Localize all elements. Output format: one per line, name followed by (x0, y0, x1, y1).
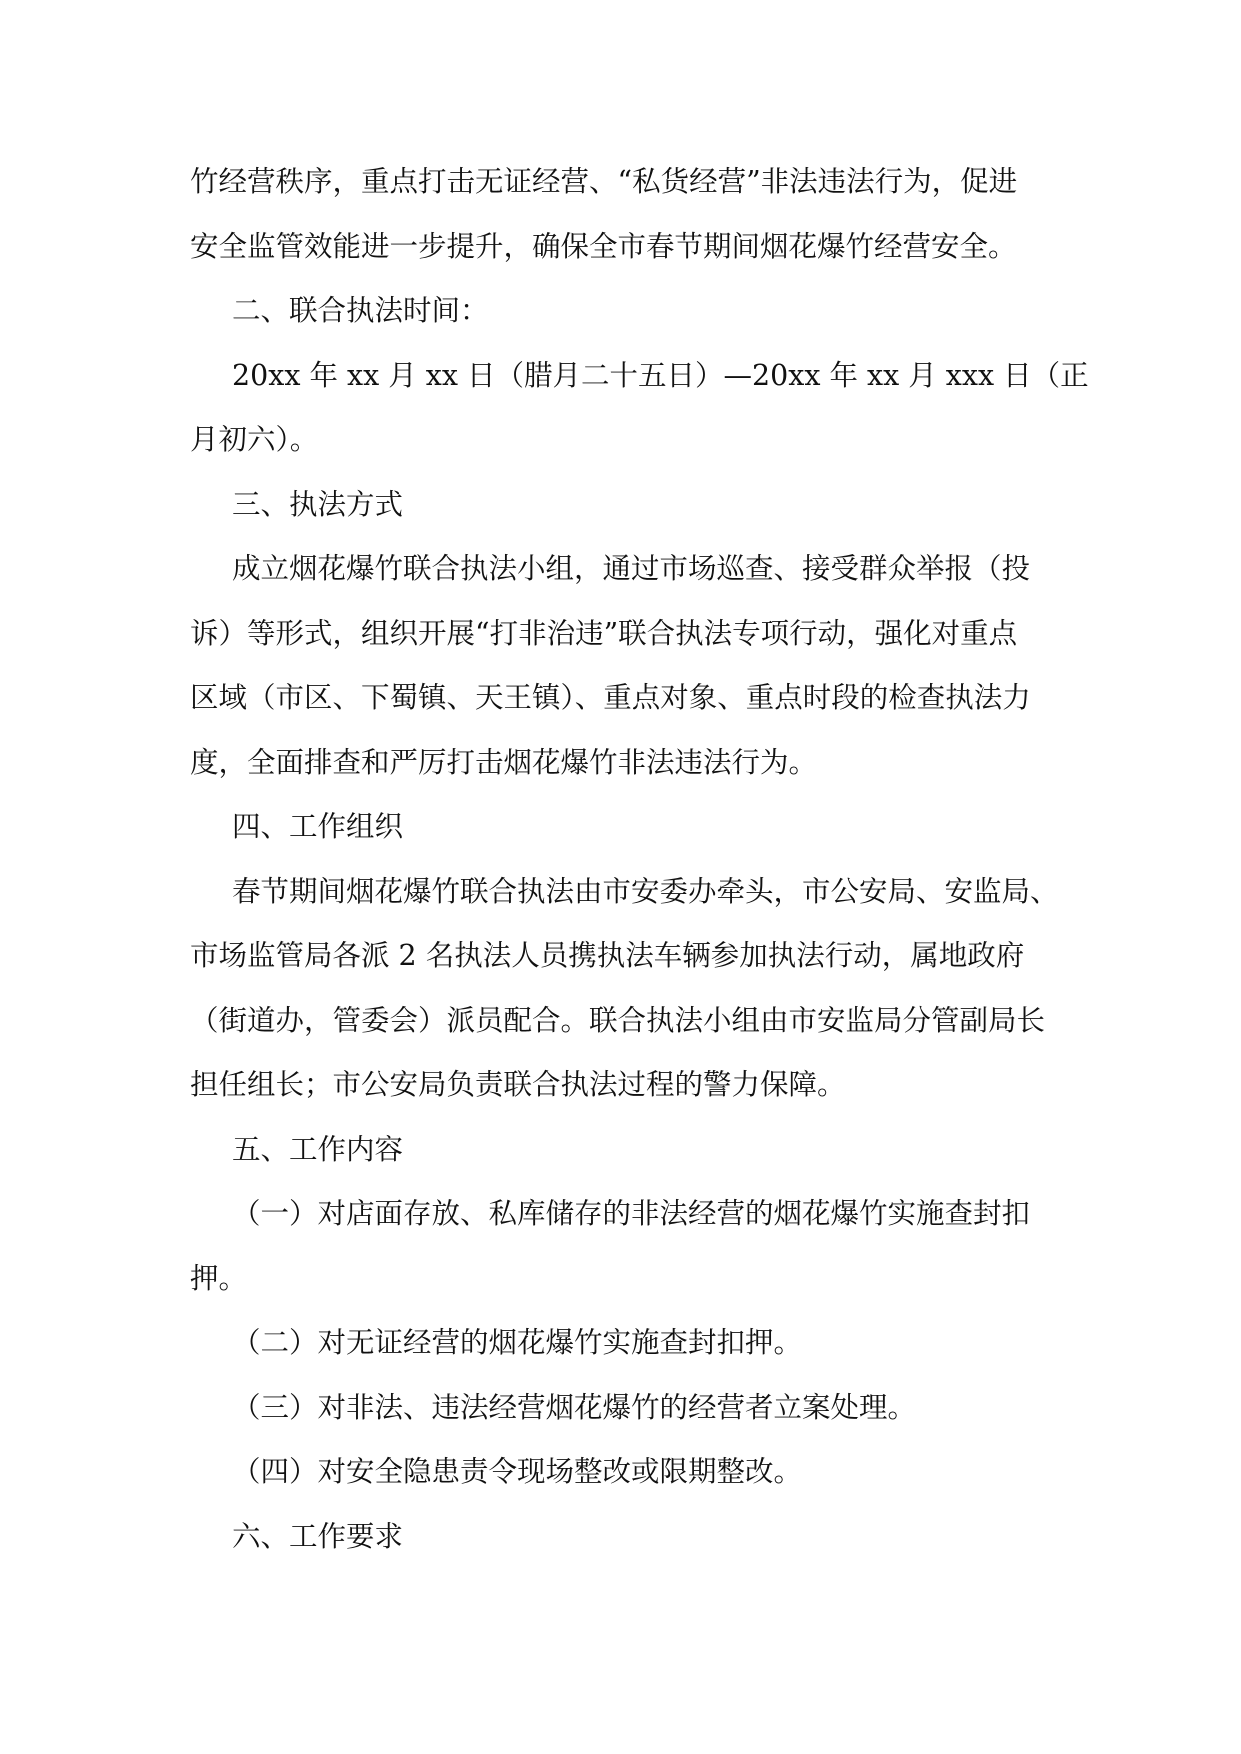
section-heading: 五、工作内容 (232, 1132, 404, 1166)
list-item: （一）对店面存放、私库储存的非法经营的烟花爆竹实施查封扣 (232, 1197, 1031, 1230)
text-line: 区域（市区、下蜀镇、天王镇）、重点对象、重点时段的检查执法力 (190, 681, 1031, 714)
text-line: 竹经营秩序，重点打击无证经营、“私货经营”非法违法行为，促进 (190, 165, 1018, 198)
section-heading: 四、工作组织 (232, 810, 404, 843)
text-line: 安全监管效能进一步提升，确保全市春节期间烟花爆竹经营安全。 (190, 229, 1017, 263)
text-line: 春节期间烟花爆竹联合执法由市安委办牵头，市公安局、安监局、 (232, 874, 1059, 908)
text-line: 诉）等形式，组织开展“打非治违”联合执法专项行动，强化对重点 (190, 616, 1018, 650)
text-line: 20xx 年 xx 月 xx 日（腊月二十五日）—20xx 年 xx 月 xxx 日（正 (232, 358, 1089, 392)
text-line: 押。 (190, 1261, 248, 1295)
text-line: （街道办，管委会）派员配合。联合执法小组由市安监局分管副局长 (190, 1003, 1046, 1037)
list-item: （三）对非法、违法经营烟花爆竹的经营者立案处理。 (232, 1390, 917, 1424)
text-line: 市场监管局各派 2 名执法人员携执法车辆参加执法行动，属地政府 (190, 939, 1025, 972)
list-item: （二）对无证经营的烟花爆竹实施查封扣押。 (232, 1326, 803, 1359)
section-heading: 三、执法方式 (232, 487, 404, 521)
text-line: 度，全面排查和严厉打击烟花爆竹非法违法行为。 (190, 745, 818, 779)
list-item: （四）对安全隐患责令现场整改或限期整改。 (232, 1455, 803, 1488)
section-heading: 六、工作要求 (232, 1519, 404, 1553)
text-line: 月初六）。 (190, 423, 319, 456)
text-line: 成立烟花爆竹联合执法小组，通过市场巡查、接受群众举报（投 (232, 552, 1031, 585)
section-heading: 二、联合执法时间： (232, 294, 489, 327)
text-line: 担任组长；市公安局负责联合执法过程的警力保障。 (190, 1068, 846, 1101)
document-body (190, 150, 1089, 1569)
